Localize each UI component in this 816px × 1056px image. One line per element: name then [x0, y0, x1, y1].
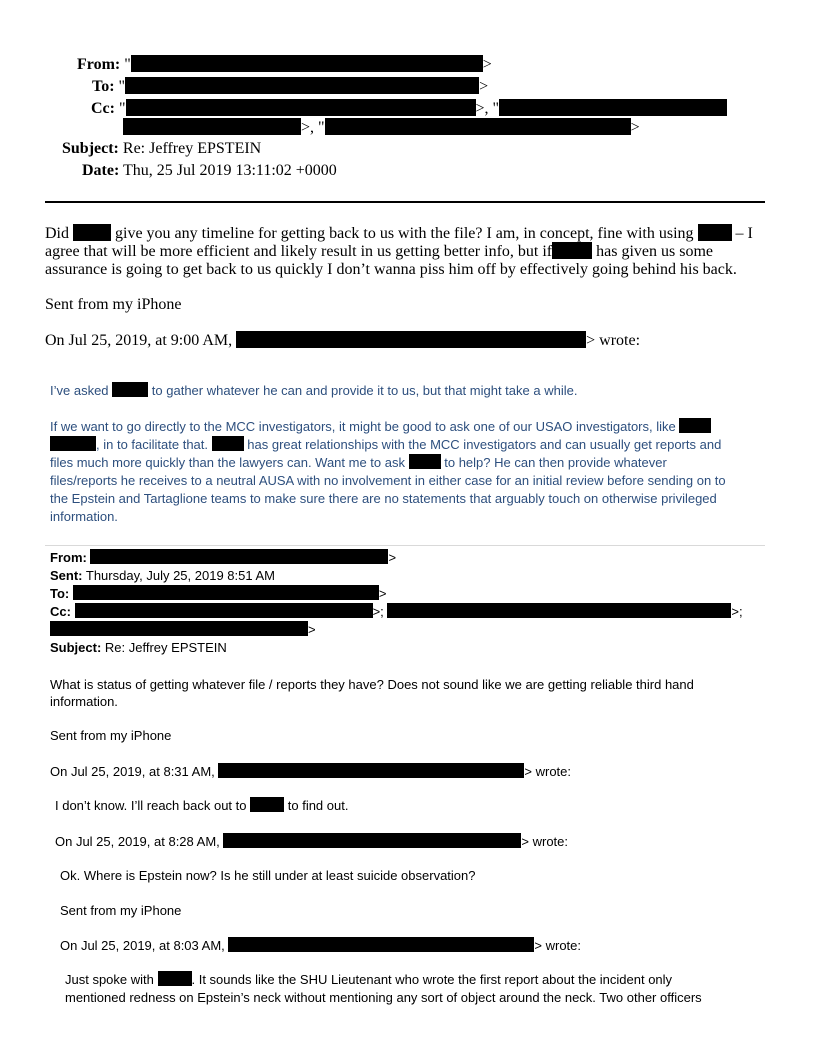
redaction — [73, 224, 111, 241]
text: files much more quickly than the lawyers can. Want me to ask — [50, 455, 405, 470]
text: has great relationships with the MCC investigators and can usually get reports and — [247, 437, 722, 452]
redaction — [552, 242, 592, 259]
text: On Jul 25, 2019, at 8:31 AM, — [50, 764, 215, 779]
text: to gather whatever he can and provide it to us, but that might take a while. — [151, 383, 578, 398]
subject-label: Subject: — [62, 140, 119, 157]
text: to find out. — [287, 798, 349, 813]
redaction — [228, 937, 534, 952]
redaction — [223, 833, 521, 848]
msg6-line1 — [65, 971, 672, 989]
redaction — [75, 603, 373, 618]
redaction — [409, 454, 441, 469]
redaction — [73, 585, 379, 600]
m3-cc-row: Cc: >; >; — [50, 604, 743, 619]
text: I don’t know. I’ll reach back out to — [55, 798, 247, 813]
date-label: Date: — [82, 162, 120, 179]
to-label: To: — [92, 78, 115, 95]
m3-cc-row-continued: > — [50, 621, 316, 639]
redaction — [90, 549, 388, 564]
msg1-line1 — [45, 224, 753, 243]
msg4-line1 — [55, 797, 348, 815]
redaction — [212, 436, 244, 451]
msg5-signature: Sent from my iPhone — [60, 903, 182, 918]
msg6-line2: mentioned redness on Epstein’s neck without mentioning any sort of object around the neck. Two other officers — [65, 990, 702, 1005]
redaction — [698, 224, 732, 241]
redaction — [250, 797, 284, 812]
sent-value: Thursday, July 25, 2019 8:51 AM — [85, 568, 275, 583]
text: > wrote: — [521, 834, 569, 849]
redaction — [123, 118, 301, 135]
redaction — [50, 621, 308, 636]
from-label: From: — [50, 550, 87, 565]
redaction — [679, 418, 711, 433]
subject-label: Subject: — [50, 640, 102, 655]
from-label: From: — [77, 56, 121, 73]
redaction — [131, 55, 483, 72]
redaction — [218, 763, 524, 778]
text: to help? He can then provide whatever — [444, 455, 667, 470]
from-row: From: " > — [77, 56, 492, 73]
text: has given us some — [596, 243, 713, 260]
redaction — [50, 436, 96, 451]
subject-row — [62, 138, 261, 159]
msg1-quote-line — [45, 331, 640, 350]
header-divider — [45, 201, 765, 203]
cc-row: Cc: " >, " — [91, 98, 727, 119]
msg3-signature: Sent from my iPhone — [50, 728, 172, 743]
redaction — [125, 77, 479, 94]
redaction — [236, 331, 586, 348]
m3-subject-row — [50, 639, 227, 657]
text: On Jul 25, 2019, at 8:03 AM, — [60, 938, 225, 953]
date-value: Thu, 25 Jul 2019 13:11:02 +0000 — [123, 162, 337, 179]
msg1-line3 — [45, 260, 737, 279]
text: Did — [45, 225, 69, 242]
msg2-line3 — [50, 436, 721, 454]
redaction — [112, 382, 148, 397]
msg2-line6: the Epstein and Tartaglione teams to make sure there are no statements that arguably touch on otherwise privileged — [50, 491, 717, 506]
text: > wrote: — [534, 938, 582, 953]
text: Just spoke with — [65, 972, 154, 987]
text: If we want to go directly to the MCC investigators, it might be good to ask one of our USAO investigators, like — [50, 419, 676, 434]
msg2-line4 — [50, 454, 667, 472]
text: – I — [735, 225, 753, 242]
subject-value: Re: Jeffrey EPSTEIN — [122, 140, 262, 157]
m3-sent-row — [50, 567, 275, 585]
to-row: To: " > — [92, 78, 489, 95]
msg4-quote-line — [55, 833, 568, 851]
msg5-line1: Ok. Where is Epstein now? Is he still under at least suicide observation? — [60, 868, 476, 883]
date-row — [82, 160, 337, 181]
msg5-quote-line — [60, 937, 581, 955]
cc-row-continued: >, " > — [123, 117, 640, 138]
msg3-quote-line — [50, 763, 571, 781]
msg2-line7: information. — [50, 509, 118, 524]
text: > wrote: — [586, 332, 641, 349]
text: . It sounds like the SHU Lieutenant who wrote the first report about the incident only — [191, 972, 673, 987]
text: agree that will be more efficient and likely result in us getting better info, but if — [45, 243, 553, 260]
text: , in to facilitate that. — [96, 437, 209, 452]
redaction — [387, 603, 731, 618]
redaction — [126, 99, 476, 116]
text: give you any timeline for getting back to us with the file? I am, in concept, fine with using — [115, 225, 694, 242]
m3-to-row: To: > — [50, 586, 387, 601]
msg3-line2: information. — [50, 694, 118, 709]
cc-label: Cc: — [91, 100, 115, 117]
msg1-line2 — [45, 242, 713, 261]
msg3-line1: What is status of getting whatever file / reports they have? Does not sound like we are getting reliable third hand — [50, 677, 694, 692]
text: On Jul 25, 2019, at 8:28 AM, — [55, 834, 220, 849]
to-label: To: — [50, 586, 70, 601]
redaction — [499, 99, 727, 116]
msg2-line5: files/reports he receives to a neutral AUSA with no involvement in either case for an initial review before sending on to — [50, 473, 726, 488]
text: assurance is going to get back to us quickly I don’t wanna piss him off by effectively going behind his back. — [45, 261, 737, 278]
message-divider — [45, 545, 765, 546]
text: > wrote: — [524, 764, 572, 779]
redaction — [158, 971, 192, 986]
subject-value: Re: Jeffrey EPSTEIN — [104, 640, 227, 655]
msg2-line1 — [50, 382, 577, 400]
text: On Jul 25, 2019, at 9:00 AM, — [45, 332, 233, 349]
msg1-signature: Sent from my iPhone — [45, 296, 182, 313]
redaction — [325, 118, 631, 135]
text: I’ve asked — [50, 383, 109, 398]
msg2-line2 — [50, 418, 711, 436]
m3-from-row: From: > — [50, 550, 397, 565]
sent-label: Sent: — [50, 568, 83, 583]
cc-label: Cc: — [50, 604, 71, 619]
